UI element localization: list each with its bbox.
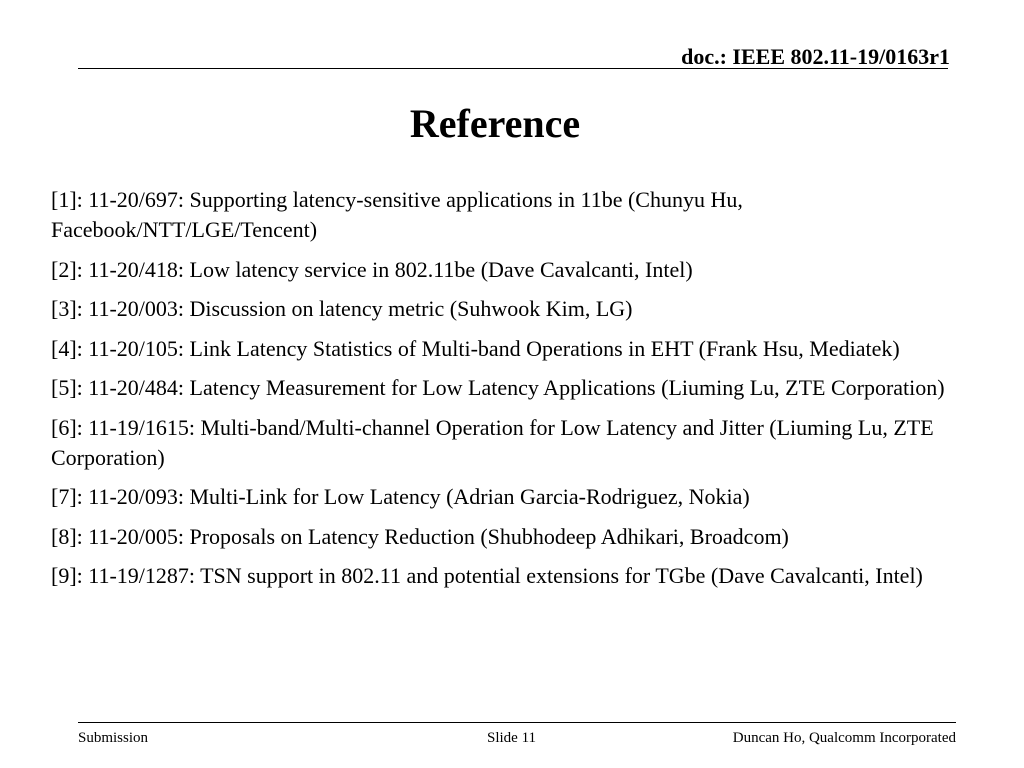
reference-item-1: [1]: 11-20/697: Supporting latency-sensitive applications in 11be (Chunyu Hu, Facebook/NTT/LGE/Tencent) xyxy=(51,187,743,242)
footer-slide-number: Slide 11 xyxy=(487,730,537,746)
reference-item-5: [5]: 11-20/484: Latency Measurement for Low Latency Applications (Liuming Lu, ZTE Corporation) xyxy=(51,375,945,400)
footer-submission: Submission xyxy=(78,730,149,746)
reference-list xyxy=(51,185,981,601)
reference-item-6: [6]: 11-19/1615: Multi-band/Multi-channel Operation for Low Latency and Jitter (Liuming Lu, ZTE Corporation) xyxy=(51,414,934,470)
reference-item-9: [9]: 11-19/1287: TSN support in 802.11 and potential extensions for TGbe (Dave Cavalcanti, Intel) xyxy=(51,563,923,588)
reference-item-7: [7]: 11-20/093: Multi-Link for Low Latency (Adrian Garcia-Rodriguez, Nokia) xyxy=(51,484,750,509)
footer-author: Duncan Ho, Qualcomm Incorporated xyxy=(732,730,956,746)
reference-item-2: [2]: 11-20/418: Low latency service in 802.11be (Dave Cavalcanti, Intel) xyxy=(51,256,693,282)
reference-item-3: [3]: 11-20/003: Discussion on latency metric (Suhwook Kim, LG) xyxy=(51,296,633,321)
footer-divider xyxy=(78,722,956,723)
document-id-header: doc.: IEEE 802.11-19/0163r1 xyxy=(681,44,950,69)
reference-item-8: [8]: 11-20/005: Proposals on Latency Reduction (Shubhodeep Adhikari, Broadcom) xyxy=(51,523,789,549)
header-divider xyxy=(78,68,948,69)
reference-item-4: [4]: 11-20/105: Link Latency Statistics of Multi-band Operations in EHT (Frank Hsu, Mediatek) xyxy=(51,335,900,361)
slide-title: Reference xyxy=(409,101,581,146)
